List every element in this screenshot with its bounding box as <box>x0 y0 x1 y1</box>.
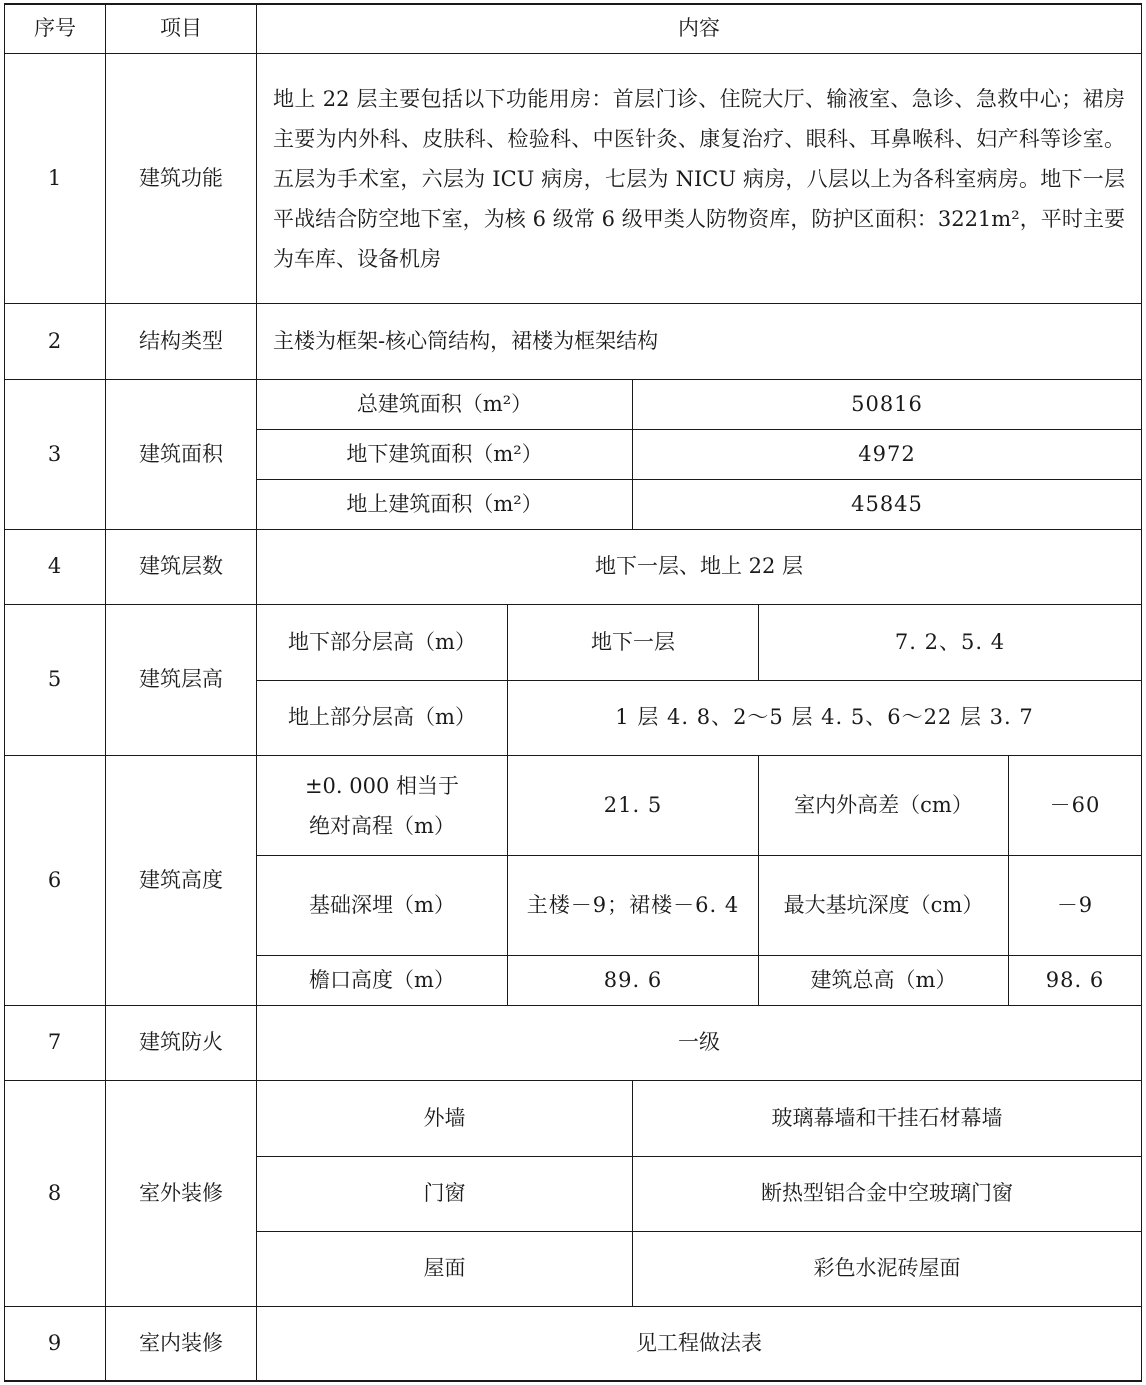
row-9-item: 室内装修 <box>139 1330 223 1355</box>
header-content: 内容 <box>678 16 720 41</box>
row-8-number: 8 <box>47 1180 63 1205</box>
roof-label: 屋面 <box>423 1256 466 1281</box>
absolute-elevation-value: 21. 5 <box>603 792 663 817</box>
floor-count-value: 地下一层、地上 22 层 <box>594 554 804 579</box>
roof-value: 彩色水泥砖屋面 <box>813 1256 961 1281</box>
max-pit-depth-value: －9 <box>1056 892 1094 917</box>
total-height-value: 98. 6 <box>1045 967 1105 992</box>
aboveground-area-value: 45845 <box>851 491 923 516</box>
row-2-item: 结构类型 <box>139 328 223 353</box>
aboveground-floor-height-value: 1 层 4. 8、2～5 层 4. 5、6～22 层 3. 7 <box>615 705 1034 730</box>
underground-floor-height-value: 7. 2、5. 4 <box>894 629 1006 654</box>
row-7-number: 7 <box>47 1030 63 1055</box>
row-6-number: 6 <box>47 867 63 892</box>
aboveground-area-label: 地上建筑面积（m²） <box>346 491 543 516</box>
eave-height-value: 89. 6 <box>603 967 663 992</box>
row-3-item: 建筑面积 <box>139 441 223 466</box>
doors-windows-label: 门窗 <box>423 1181 466 1206</box>
building-function-description: 地上 22 层主要包括以下功能用房：首层门诊、住院大厅、输液室、急诊、急救中心；裙房主要为内外科、皮肤科、检验科、中医针灸、康复治疗、眼科、耳鼻喉科、妇产科等诊室。五层为手术室，六层为 ICU 病房，七层为 NICU 病房，八层以上为各科室病房。地下一层平战结合防空地下室，为核 6 级常 6 级甲类人防物资库，防护区面积：3221m²，平时主要为车库、设备机房 <box>273 86 1125 271</box>
row-4-number: 4 <box>47 554 63 579</box>
row-7-item: 建筑防火 <box>139 1030 223 1055</box>
row-3-number: 3 <box>47 441 63 466</box>
aboveground-floor-height-label: 地上部分层高（m） <box>288 705 476 730</box>
row-1-building-function-text <box>257 54 1141 303</box>
interior-finish-value: 见工程做法表 <box>636 1330 762 1355</box>
row-2-structure-type: 主楼为框架-核心筒结构，裙楼为框架结构 <box>273 328 659 353</box>
row-2-number: 2 <box>47 328 63 353</box>
max-pit-depth-label: 最大基坑深度（cm） <box>783 892 984 917</box>
eave-height-label: 檐口高度（m） <box>309 967 455 992</box>
row-4-item: 建筑层数 <box>139 554 223 579</box>
indoor-outdoor-diff-value: －60 <box>1049 792 1101 817</box>
total-area-label: 总建筑面积（m²） <box>356 391 533 416</box>
foundation-depth-label: 基础深埋（m） <box>309 892 455 917</box>
total-height-label: 建筑总高（m） <box>810 967 957 992</box>
row-1-number: 1 <box>47 165 63 190</box>
header-serial-number: 序号 <box>34 16 76 41</box>
underground-area-label: 地下建筑面积（m²） <box>346 441 543 466</box>
absolute-elevation-label-line-2: 绝对高程（m） <box>309 813 455 838</box>
exterior-wall-value: 玻璃幕墙和干挂石材幕墙 <box>771 1105 1003 1130</box>
row-1-item: 建筑功能 <box>139 165 223 190</box>
foundation-depth-value: 主楼－9；裙楼－6. 4 <box>526 892 740 917</box>
underground-floor-name: 地下一层 <box>591 629 675 654</box>
row-9-number: 9 <box>47 1330 63 1355</box>
absolute-elevation-label <box>257 756 507 855</box>
absolute-elevation-label-line-1: ±0. 000 相当于 <box>304 773 460 798</box>
fire-rating-value: 一级 <box>678 1030 720 1055</box>
underground-floor-height-label: 地下部分层高（m） <box>288 629 476 654</box>
total-area-value: 50816 <box>851 391 923 416</box>
row-5-number: 5 <box>47 667 63 692</box>
row-8-item: 室外装修 <box>139 1180 223 1205</box>
underground-area-value: 4972 <box>858 441 916 466</box>
doors-windows-value: 断热型铝合金中空玻璃门窗 <box>761 1181 1013 1206</box>
row-5-item: 建筑层高 <box>139 667 223 692</box>
indoor-outdoor-diff-label: 室内外高差（cm） <box>794 792 973 817</box>
exterior-wall-label: 外墙 <box>423 1105 466 1130</box>
header-item: 项目 <box>160 16 202 41</box>
row-6-item: 建筑高度 <box>139 867 223 892</box>
